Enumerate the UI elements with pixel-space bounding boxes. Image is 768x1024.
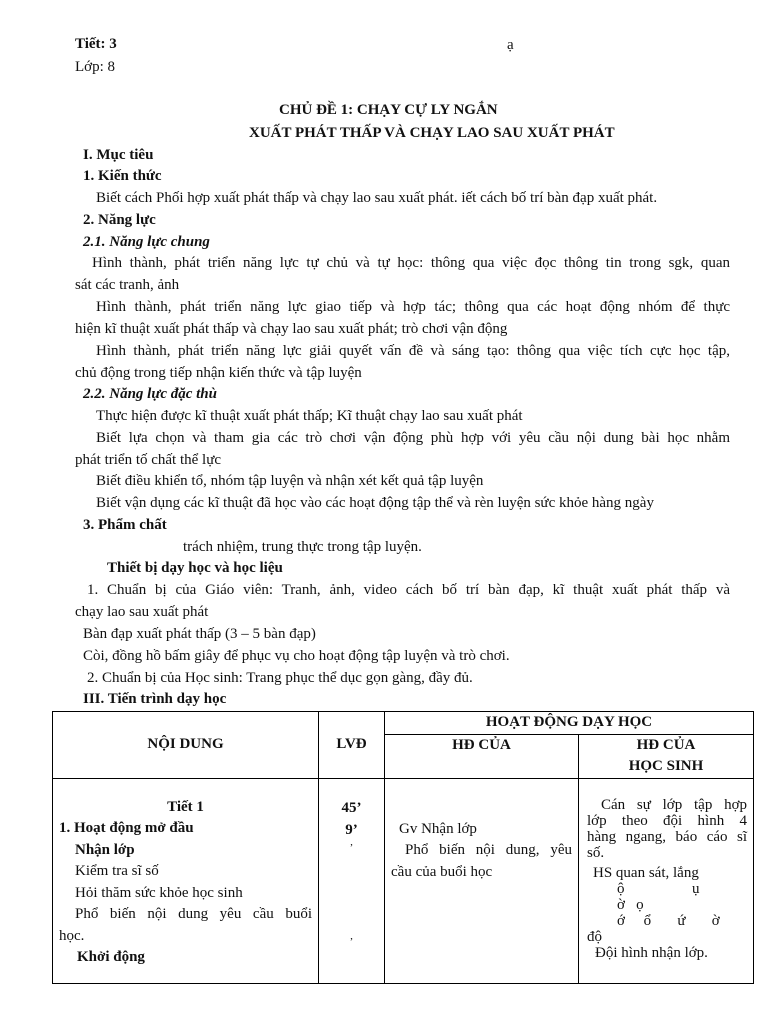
lvd-mark-1: ’ [349, 841, 354, 854]
nlc-para-3-line-2: chủ động trong tiếp nhận kiến thức và tập luyện [75, 365, 362, 381]
header-hd-hoc-sinh [579, 734, 754, 778]
header-hd-gv-label: HĐ CỦA [452, 736, 511, 753]
nlc-para-1-line-2: sát các tranh, ảnh [75, 277, 180, 293]
heading-muc-tieu: I. Mục tiêu [83, 147, 154, 163]
khoi-dong-label: Khởi động [77, 949, 145, 965]
tiet-label: Tiết: 3 [75, 36, 117, 52]
lesson-plan-table [52, 711, 754, 984]
gv-pho-bien-line-1: Phổ biến nội dung, yêu [405, 842, 572, 858]
hs-can-su-line-1: Cán sự lớp tập hợp [601, 796, 748, 813]
tb-hs: 2. Chuẩn bị của Học sinh: Trang phục thể dục gọn gàng, đầy đủ. [87, 670, 473, 686]
gv-pho-bien-line-2: cầu của buổi học [391, 863, 493, 880]
lvd-45: 45’ [341, 799, 362, 816]
header-noi-dung: NỘI DUNG [53, 712, 319, 779]
hoi-tham-suc-khoe: Hỏi thăm sức khỏe học sinh [75, 884, 243, 901]
lvd-mark-2: ’ [349, 935, 354, 948]
heading-tien-trinh: III. Tiến trình dạy học [83, 691, 227, 707]
nlc-para-2-line-2: hiện kĩ thuật xuất phát thấp và chạy lao sau xuất phát; trò chơi vận động [75, 321, 508, 337]
header-hd-hs-line-1: HĐ CỦA [636, 736, 696, 753]
cell-hd-giao-vien [385, 778, 579, 983]
hs-fragment-4: độ [587, 928, 602, 945]
hs-fragment-3: ớ ổ ứ ờ [617, 912, 720, 929]
heading-nang-luc-chung: 2.1. Năng lực chung [83, 234, 210, 250]
hs-can-su-line-4: số. [587, 844, 605, 861]
nhan-lop-label: Nhận lớp [75, 841, 135, 858]
title-line-1: CHỦ ĐỀ 1: CHẠY CỰ LY NGẮN [279, 102, 498, 118]
nlc-para-3-line-1: Hình thành, phát triển năng lực giải quyết vấn đề và sáng tạo: thông qua việc tích cực học tập, [96, 343, 730, 359]
nlc-para-1-line-1: Hình thành, phát triển năng lực tự chủ và tự học: thông qua việc đọc thông tin trong sgk, quan [92, 255, 730, 271]
nldt-line-2a: Biết lựa chọn và tham gia các trò chơi vận động phù hợp với yêu cầu nội dung bài học nhằm [96, 430, 730, 446]
gv-nhan-lop: Gv Nhận lớp [399, 820, 477, 837]
title-line-2: XUẤT PHÁT THẤP VÀ CHẠY LAO SAU XUẤT PHÁT [249, 125, 615, 141]
hs-fragment-1: ộ ụ [617, 880, 700, 897]
hs-doi-hinh-nhan-lop: Đội hình nhận lớp. [595, 944, 708, 961]
nlc-para-2-line-1: Hình thành, phát triển năng lực giao tiếp và hợp tác; thông qua các hoạt động nhóm để thực [96, 299, 730, 315]
tb-gv-line-2: chạy lao sau xuất phát [75, 604, 209, 620]
hs-fragment-2: ờ ọ [617, 896, 644, 913]
cell-noi-dung [53, 778, 319, 983]
nldt-line-3: Biết điều khiển tổ, nhóm tập luyện và nhận xét kết quả tập luyện [96, 473, 484, 489]
heading-nang-luc-dac-thu: 2.2. Năng lực đặc thù [83, 386, 217, 402]
stray-mark: ạ [507, 37, 514, 53]
heading-nang-luc: 2. Năng lực [83, 212, 156, 228]
kien-thuc-text: Biết cách Phối hợp xuất phát thấp và chạy lao sau xuất phát. iết cách bố trí bàn đạp xuất phát. [96, 190, 658, 206]
pho-bien-line-2: học. [59, 927, 85, 944]
kiem-tra-si-so: Kiểm tra sĩ số [75, 863, 159, 879]
heading-pham-chat: 3. Phẩm chất [83, 517, 167, 533]
cell-hd-hoc-sinh [579, 778, 754, 983]
lvd-9: 9’ [345, 821, 358, 838]
nldt-line-4: Biết vận dụng các kĩ thuật đã học vào các hoạt động tập thể và rèn luyện sức khỏe hàng ngày [96, 495, 654, 511]
hs-can-su-line-2: lớp theo đội hình 4 [587, 812, 748, 829]
header-hd-giao-vien [385, 734, 579, 778]
hs-can-su-line-3: hàng ngang, báo cáo sĩ [587, 828, 748, 845]
hoat-dong-mo-dau: 1. Hoạt động mở đầu [59, 820, 194, 836]
heading-thiet-bi: Thiết bị dạy học và học liệu [107, 560, 283, 576]
nldt-line-1: Thực hiện được kĩ thuật xuất phát thấp; Kĩ thuật chạy lao sau xuất phát [96, 408, 523, 424]
cell-lvd [319, 778, 385, 983]
pho-bien-line-1: Phổ biến nội dung yêu cầu buổi [75, 906, 312, 922]
lop-label: Lớp: 8 [75, 59, 116, 75]
header-hoat-dong-day-hoc: HOẠT ĐỘNG DẠY HỌC [385, 712, 754, 735]
tb-coi: Còi, đồng hồ bấm giây để phục vụ cho hoạt động tập luyện và trò chơi. [83, 648, 510, 664]
pham-chat-text: trách nhiệm, trung thực trong tập luyện. [183, 539, 422, 555]
header-lvd: LVĐ [319, 712, 385, 779]
tb-gv-line-1: 1. Chuẩn bị của Giáo viên: Tranh, ảnh, video cách bố trí bàn đạp, kĩ thuật xuất phát thấp và [87, 582, 730, 598]
hs-quan-sat: HS quan sát, lắng [593, 864, 699, 881]
header-hd-hs-line-2: HỌC SINH [628, 758, 704, 774]
tb-ban-dap: Bàn đạp xuất phát thấp (3 – 5 bàn đạp) [83, 626, 316, 642]
heading-kien-thuc: 1. Kiến thức [83, 168, 162, 184]
tiet-1-label: Tiết 1 [167, 798, 204, 815]
nldt-line-2b: phát triển tố chất thể lực [75, 452, 221, 468]
